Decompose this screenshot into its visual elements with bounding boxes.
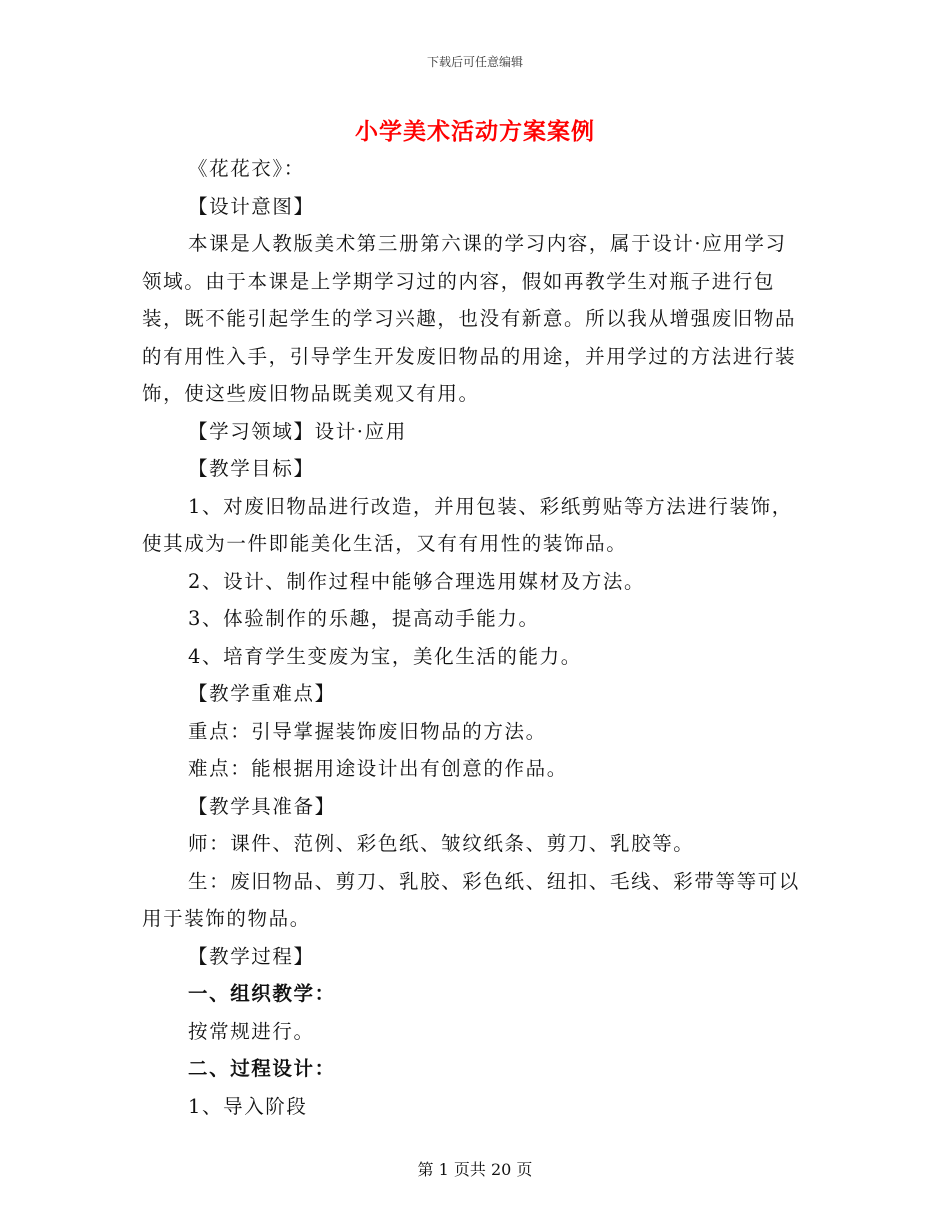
section-heading: 二、过程设计： xyxy=(188,1057,336,1080)
paragraph: 1、导入阶段 xyxy=(188,1094,308,1118)
document-title: 小学美术活动方案案例 xyxy=(355,118,595,145)
paragraph: 师：课件、范例、彩色纸、皱纹纸条、剪刀、乳胶等。 xyxy=(188,832,695,855)
paragraph: 【教学目标】 xyxy=(188,457,315,480)
paragraph: 按常规进行。 xyxy=(188,1019,315,1043)
paragraph: 本课是人教版美术第三册第六课的学习内容，属于设计·应用学习领域。由于本课是上学期学习过的内容，假如再教学生对瓶子进行包装，既不能引起学生的学习兴趣，也没有新意。所以我从增强废旧物品的有用性入手，引导学生开发废旧物品的用途，并用学过的方法进行装饰，使这些废旧物品既美观又有用。 xyxy=(142,232,797,405)
paragraph: 【教学具准备】 xyxy=(188,794,336,818)
page-number-footer: 第 1 页共 20 页 xyxy=(417,1160,533,1179)
paragraph: 4、培育学生变废为宝，美化生活的能力。 xyxy=(188,644,582,668)
paragraph: 【教学过程】 xyxy=(188,944,315,968)
paragraph: 【学习领域】设计·应用 xyxy=(188,419,407,443)
header-note: 下载后可任意编辑 xyxy=(426,55,523,69)
paragraph: 3、体验制作的乐趣，提高动手能力。 xyxy=(188,607,540,630)
paragraph: 难点：能根据用途设计出有创意的作品。 xyxy=(188,757,568,780)
paragraph: 生：废旧物品、剪刀、乳胶、彩色纸、纽扣、毛线、彩带等等可以用于装饰的物品。 xyxy=(142,869,800,930)
paragraph: 2、设计、制作过程中能够合理选用媒材及方法。 xyxy=(188,569,646,593)
section-heading: 一、组织教学： xyxy=(188,982,336,1005)
paragraph: 重点：引导掌握装饰废旧物品的方法。 xyxy=(188,719,547,743)
document-body xyxy=(142,150,802,1125)
paragraph: 【教学重难点】 xyxy=(188,682,336,705)
paragraph: 《花花衣》： xyxy=(188,157,305,180)
paragraph: 【设计意图】 xyxy=(188,194,315,218)
paragraph: 1、对废旧物品进行改造，并用包装、彩纸剪贴等方法进行装饰，使其成为一件即能美化生活，又有有用性的装饰品。 xyxy=(142,494,793,555)
